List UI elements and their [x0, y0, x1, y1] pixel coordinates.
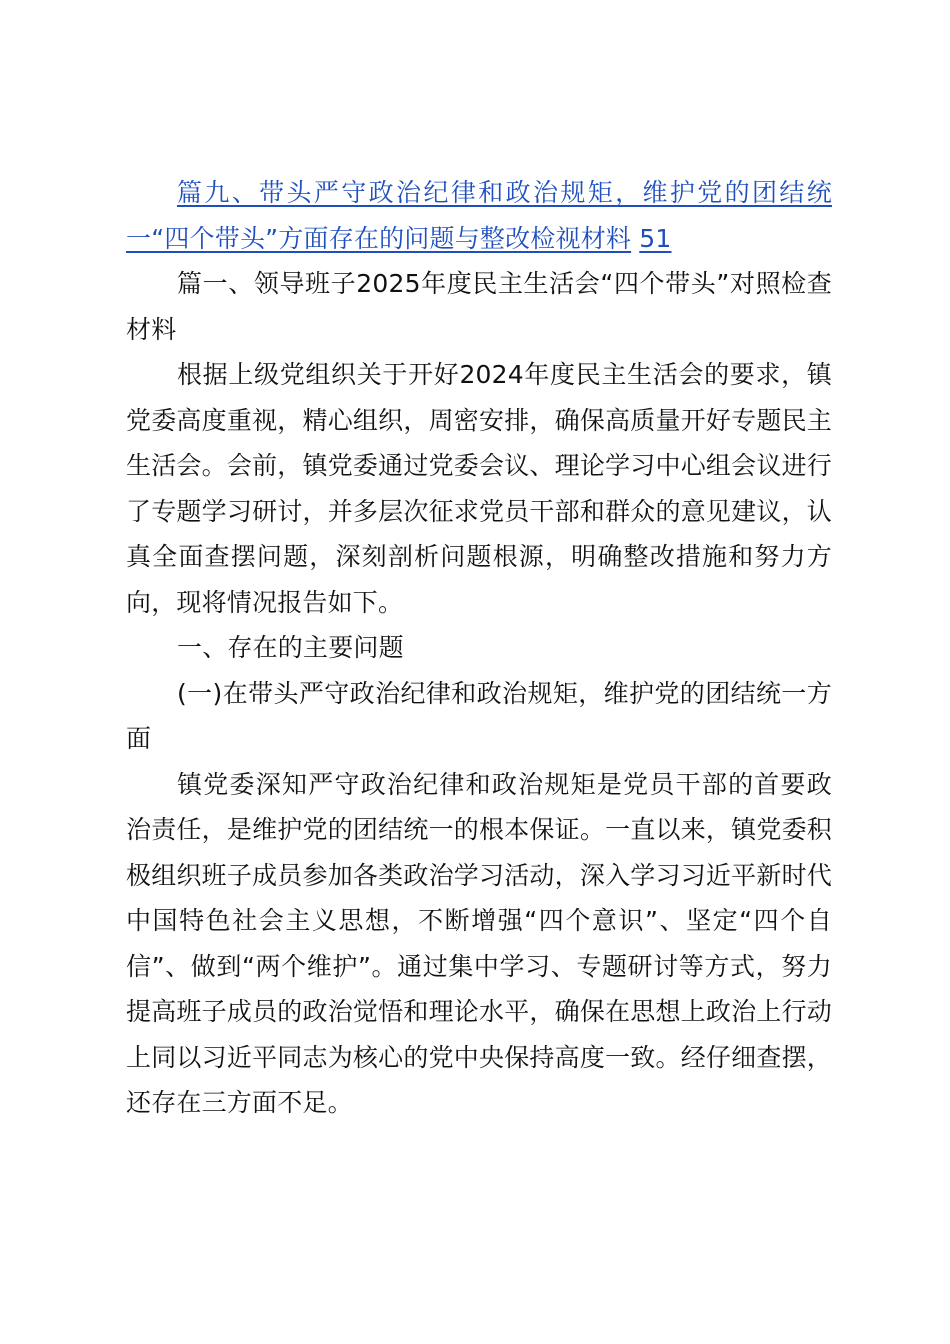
- toc-entry-link[interactable]: 篇九、带头严守政治纪律和政治规矩，维护党的团结统一“四个带头”方面存在的问题与整改检视材料: [126, 178, 832, 253]
- article-title: 篇一、领导班子2025年度民主生活会“四个带头”对照检查材料: [126, 269, 832, 344]
- section-heading: 一、存在的主要问题: [177, 633, 404, 662]
- document-body: [126, 170, 832, 1126]
- intro-paragraph: 根据上级党组织关于开好2024年度民主生活会的要求，镇党委高度重视，精心组织，周密安排，确保高质量开好专题民主生活会。会前，镇党委通过党委会议、理论学习中心组会议进行了专题学习研讨，并多层次征求党员干部和群众的意见建议，认真全面查摆问题，深刻剖析问题根源，明确整改措施和努力方向，现将情况报告如下。: [126, 360, 832, 617]
- toc-entry[interactable]: [126, 170, 832, 261]
- toc-entry-page-number[interactable]: 51: [639, 223, 672, 253]
- body-paragraph: 镇党委深知严守政治纪律和政治规矩是党员干部的首要政治责任，是维护党的团结统一的根本保证。一直以来，镇党委积极组织班子成员参加各类政治学习活动，深入学习习近平新时代中国特色社会主义思想，不断增强“四个意识”、坚定“四个自信”、做到“两个维护”。通过集中学习、专题研讨等方式，努力提高班子成员的政治觉悟和理论水平，确保在思想上政治上行动上同以习近平同志为核心的党中央保持高度一致。经仔细查摆，还存在三方面不足。: [126, 769, 832, 1117]
- subsection-heading: (一)在带头严守政治纪律和政治规矩，维护党的团结统一方面: [126, 678, 832, 753]
